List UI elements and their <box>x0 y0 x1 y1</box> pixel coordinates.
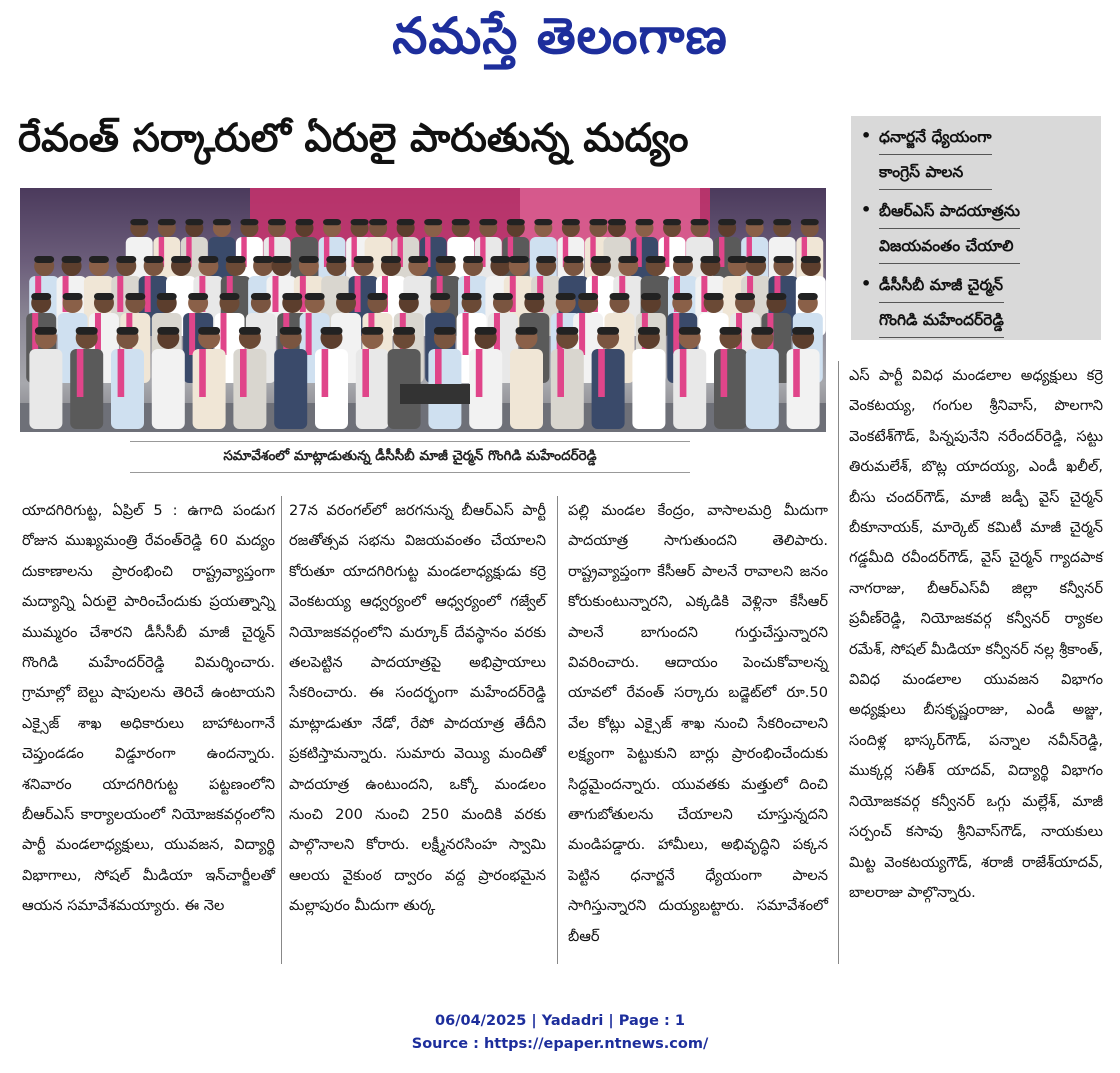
highlight-line: కాంగ్రెస్ పాలన <box>879 155 992 190</box>
article-column-4: ఎస్ పార్టీ వివిధ మండలాల అధ్యక్షులు కర్రె వెంకటయ్య, గంగుల శ్రీనివాస్, పొలగాని వెంకటేశ్‌గౌడ్, పిన్నపునేని నరేందర్‌రెడ్డి, సట్టు తిరుమలేశ్, బొట్ల యాదయ్య, ఎండీ ఖలీల్, బీసు చందర్‌గౌడ్, మాజీ జడ్పీ వైస్ చైర్మన్ బీకూనాయక్, మార్కెట్ కమిటీ మాజీ చైర్మన్ గడ్డమీది రవీందర్‌గౌడ్, వైస్ చైర్మన్ గ్యాదపాక నాగరాజు, బీఆర్‌ఎస్‌వీ జిల్లా కన్వీనర్ ప్రవీణ్‌రెడ్డి, నియోజకవర్గ కన్వీనర్ ర్యాకల రమేశ్, సోషల్ మీడియా కన్వీనర్ నల్ల శ్రీకాంత్, వివిధ మండలాల యువజన విభాగం అధ్యక్షులు బీసకృష్ణంరాజు, ఎండీ అజ్జు, సందిళ్ల భాస్కర్‌గౌడ్, పన్నాల నవీన్‌రెడ్డి, ముక్కర్ల సతీశ్ యాదవ్, విద్యార్థి విభాగం నియోజకవర్గ కన్వీనర్ ఒగ్గు మల్లేశ్, మాజీ సర్పంచ్ కసావు శ్రీనివాస్‌గౌడ్, నాయకులు మిట్ట వెంకటయ్యగౌడ్, శరాజీ రాజేశ్‌యాదవ్, బాలరాజు పాల్గొన్నారు. <box>849 367 1103 901</box>
bullet-icon: • <box>861 126 872 145</box>
highlight-line: బీఆర్‌ఎస్ పాదయాత్రను <box>879 194 1020 229</box>
article-column-3: పల్లి మండల కేంద్రం, వాసాలమర్రి మీదుగా పాదయాత్ర సాగుతుందని తెలిపారు. రాష్ట్రవ్యాప్తంగా కేసీఆర్ పాలనే రావాలని జనం కోరుకుంటున్నారని, ఎక్కడికి వెళ్లినా కేసీఆర్ పాలనే బాగుందని గుర్తుచేస్తున్నారని వివరించారు. ఆదాయం పెంచుకోవాలన్న యావలో రేవంత్ సర్కారు బడ్జెట్‌లో రూ.50 వేల కోట్లు ఎక్సైజ్ శాఖ నుంచి సేకరించాలని లక్ష్యంగా పెట్టుకుని బార్లు ప్రారంభించేందుకు సిద్ధమైందన్నారు. యువతకు మత్తులో దించి తాగుబోతులను చేయాలని చూస్తున్నదని మండిపడ్డారు. హామీలు, అభివృద్ధిని పక్కన పెట్టిన ధనార్జనే ధ్యేయంగా పాలన సాగిస్తున్నారని దుయ్యబట్టారు. సమావేశంలో బీఆర్ <box>568 502 828 945</box>
highlight-line: విజయవంతం చేయాలి <box>879 229 1020 264</box>
article-column-2: 27న వరంగల్‌లో జరగనున్న బీఆర్‌ఎస్ పార్టీ రజతోత్సవ సభను విజయవంతం చేయాలని కోరుతూ యాదగిరిగుట్ట మండలాధ్యక్షుడు కర్రె వెంకటయ్య ఆధ్వర్యంలో ఆధ్వర్యంలో గజ్వేల్ నియోజకవర్గంలోని మర్కూక్ దేవస్థానం వరకు తలపెట్టిన పాదయాత్రపై అభిప్రాయాలు సేకరించారు. ఈ సందర్భంగా మహేందర్‌రెడ్డి మాట్లాడుతూ నేడో, రేపో పాదయాత్ర తేదీని ప్రకటిస్తామన్నారు. సుమారు వెయ్యి మందితో పాదయాత్ర ఉంటుందని, ఒక్కో మండలం నుంచి 200 నుంచి 250 మందికి వరకు పాల్గొనాలని కోరారు. లక్ష్మీనరసింహ స్వామి ఆలయ వైకుంఠ ద్వారం వద్ద ప్రారంభమైన మల్లాపురం మీదుగా తుర్క <box>289 502 546 915</box>
bullet-icon: • <box>861 200 872 219</box>
article-column-1: యాదగిరిగుట్ట, ఏప్రిల్ 5 : ఉగాది పండుగ రోజున ముఖ్యమంత్రి రేవంత్‌రెడ్డి 60 మద్యం దుకాణాలను ప్రారంభించి రాష్ట్రవ్యాప్తంగా మద్యాన్ని ఏరులై పారించేందుకు ప్రయత్నాన్ని ముమ్మరం చేశారని డీసీసీబీ మాజీ చైర్మన్ గొంగిడి మహేందర్‌రెడ్డి విమర్శించారు. గ్రామాల్లో బెల్టు షాపులను తెరిచే ఉంటాయని ఎక్సైజ్ శాఖ అధికారులు బాహాటంగానే చెప్తుండడం విడ్డూరంగా ఉందన్నారు. శనివారం యాదగిరిగుట్ట పట్టణంలోని బీఆర్‌ఎస్ కార్యాలయంలో నియోజకవర్గంలోని పార్టీ మండలాధ్యక్షులు, యువజన, విద్యార్థి విభాగాలు, సోషల్ మీడియా ఇన్‌చార్జీలతో ఆయన సమావేశమయ్యారు. ఈ నెల <box>22 502 275 915</box>
highlight-item <box>851 190 1101 264</box>
column-divider <box>557 496 558 964</box>
highlight-item <box>851 264 1101 338</box>
article-photo <box>20 188 826 432</box>
newspaper-logo: నమస్తే తెలంగాణ <box>392 6 728 65</box>
article-headline: రేవంత్ సర్కారులో ఏరులై పారుతున్న మద్యం <box>18 116 689 161</box>
highlight-line: గొంగిడి మహేందర్‌రెడ్డి <box>879 303 1004 338</box>
highlight-line: ధనార్జనే ధ్యేయంగా <box>879 120 992 155</box>
edition-info: 06/04/2025 | Yadadri | Page : 1 <box>435 1013 685 1029</box>
highlight-item <box>851 116 1101 190</box>
group-photo-graphic <box>20 188 826 432</box>
masthead <box>0 0 1120 78</box>
column-divider <box>281 496 282 964</box>
column-divider <box>838 361 839 964</box>
highlight-line: డీసీసీబీ మాజీ చైర్మన్ <box>879 268 1004 303</box>
bullet-icon: • <box>861 274 872 293</box>
photo-caption: సమావేశంలో మాట్లాడుతున్న డీసీసీబీ మాజీ చైర్మన్ గొంగిడి మహేందర్‌రెడ్డి <box>130 441 690 473</box>
source-link[interactable]: Source : https://epaper.ntnews.com/ <box>411 1036 709 1052</box>
page-footer <box>0 1010 1120 1056</box>
highlights-box <box>851 116 1101 340</box>
